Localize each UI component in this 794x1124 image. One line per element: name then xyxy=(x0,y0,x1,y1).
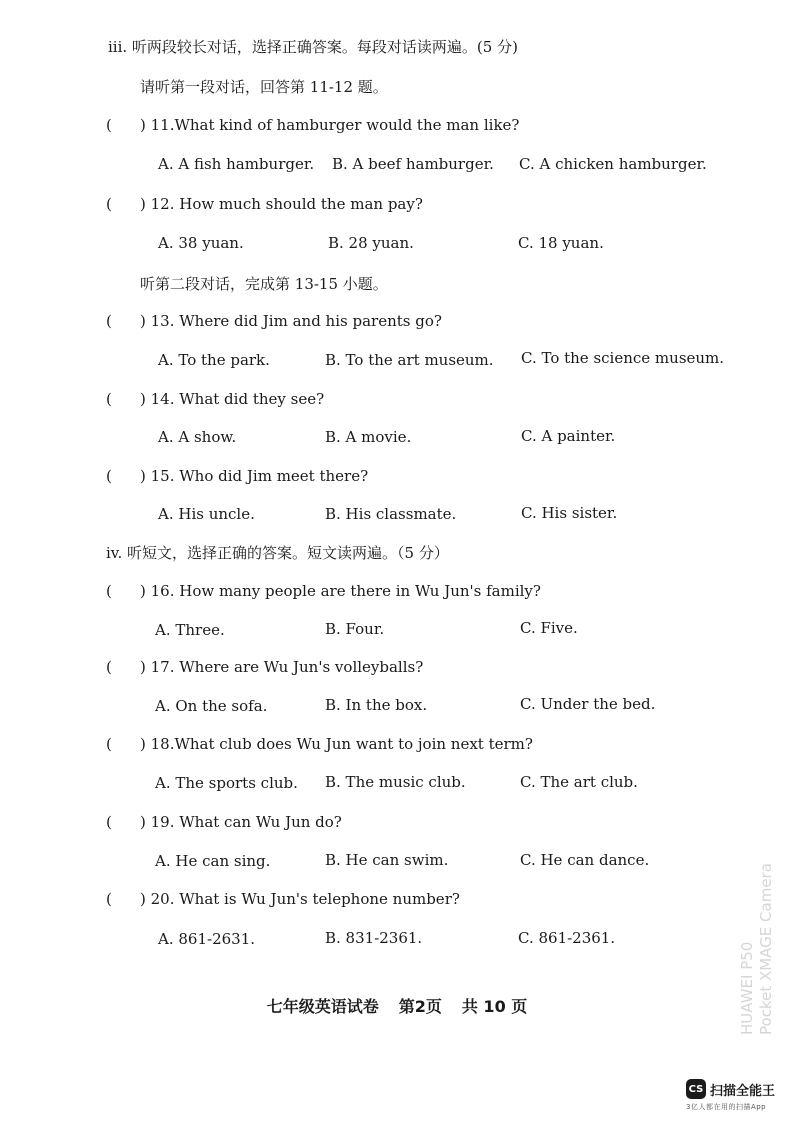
page-number: 第2页 xyxy=(398,997,442,1016)
question-text: ) 11.What kind of hamburger would the man like? xyxy=(140,116,520,134)
question-text: ) 12. How much should the man pay? xyxy=(140,195,423,213)
question-text: ) 17. Where are Wu Jun's volleyballs? xyxy=(140,658,424,676)
section-iii-part2-instruction: 听第二段对话，完成第 13-15 小题。 xyxy=(140,275,388,293)
answer-blank[interactable]: ( xyxy=(106,195,112,213)
option-b: B. A movie. xyxy=(325,428,412,446)
question-15 xyxy=(106,467,368,485)
question-20 xyxy=(106,890,460,908)
question-text: ) 14. What did they see? xyxy=(140,390,325,408)
option-b: B. A beef hamburger. xyxy=(332,155,494,173)
section-iii-part1-instruction: 请听第一段对话，回答第 11-12 题。 xyxy=(140,78,388,96)
option-c: C. Five. xyxy=(520,619,578,637)
option-b: B. To the art museum. xyxy=(325,351,494,369)
option-b: B. Four. xyxy=(325,620,385,638)
option-b: B. 28 yuan. xyxy=(328,234,414,252)
option-a: A. 861-2631. xyxy=(158,930,256,948)
question-text: ) 15. Who did Jim meet there? xyxy=(140,467,369,485)
question-text: ) 18.What club does Wu Jun want to join next term? xyxy=(140,735,533,753)
option-b: B. His classmate. xyxy=(325,505,457,523)
option-a: A. He can sing. xyxy=(155,852,271,870)
section-iii-heading: iii. 听两段较长对话，选择正确答案。每段对话读两遍。(5 分) xyxy=(108,38,518,56)
answer-blank[interactable]: ( xyxy=(106,116,112,134)
question-text: ) 19. What can Wu Jun do? xyxy=(140,813,342,831)
option-b: B. In the box. xyxy=(325,696,428,714)
answer-blank[interactable]: ( xyxy=(106,735,112,753)
page-total: 共 10 页 xyxy=(461,997,528,1016)
question-text: ) 16. How many people are there in Wu Jun's family? xyxy=(140,582,541,600)
question-14 xyxy=(106,390,324,408)
question-text: ) 20. What is Wu Jun's telephone number? xyxy=(140,890,460,908)
option-c: C. To the science museum. xyxy=(521,349,725,367)
answer-blank[interactable]: ( xyxy=(106,890,112,908)
camscanner-icon: CS xyxy=(686,1079,706,1099)
camscanner-name: 扫描全能王 xyxy=(710,1083,776,1099)
answer-blank[interactable]: ( xyxy=(106,582,112,600)
answer-blank[interactable]: ( xyxy=(106,312,112,330)
watermark-line-2: Pocket XMAGE Camera xyxy=(757,863,775,1035)
exam-title: 七年级英语试卷 xyxy=(266,997,379,1016)
option-a: A. A show. xyxy=(158,428,237,446)
option-b: B. The music club. xyxy=(325,773,466,791)
camscanner-logo xyxy=(686,1079,775,1099)
option-a: A. To the park. xyxy=(158,351,270,369)
option-a: A. Three. xyxy=(155,621,225,639)
option-c: C. Under the bed. xyxy=(520,695,656,713)
answer-blank[interactable]: ( xyxy=(106,658,112,676)
option-a: A. A fish hamburger. xyxy=(158,155,315,173)
question-17 xyxy=(106,658,423,676)
option-c: C. A chicken hamburger. xyxy=(519,155,707,173)
option-c: C. 861-2361. xyxy=(518,929,616,947)
option-a: A. 38 yuan. xyxy=(158,234,244,252)
option-a: A. The sports club. xyxy=(155,774,298,792)
option-c: C. A painter. xyxy=(521,427,616,445)
camera-watermark xyxy=(738,745,782,1035)
question-13 xyxy=(106,312,442,330)
camscanner-tagline: 3亿人都在用的扫描App xyxy=(686,1103,767,1111)
option-c: C. 18 yuan. xyxy=(518,234,604,252)
answer-blank[interactable]: ( xyxy=(106,467,112,485)
option-c: C. His sister. xyxy=(521,504,618,522)
question-text: ) 13. Where did Jim and his parents go? xyxy=(140,312,442,330)
question-12 xyxy=(106,195,423,213)
question-18 xyxy=(106,735,533,753)
question-11 xyxy=(106,116,519,134)
option-c: C. He can dance. xyxy=(520,851,650,869)
watermark-line-1: HUAWEI P50 xyxy=(738,941,756,1035)
answer-blank[interactable]: ( xyxy=(106,813,112,831)
option-c: C. The art club. xyxy=(520,773,638,791)
option-a: A. On the sofa. xyxy=(155,697,268,715)
answer-blank[interactable]: ( xyxy=(106,390,112,408)
question-16 xyxy=(106,582,541,600)
question-19 xyxy=(106,813,342,831)
option-b: B. 831-2361. xyxy=(325,929,423,947)
section-iv-heading: iv. 听短文，选择正确的答案。短文读两遍。（5 分） xyxy=(106,544,449,562)
option-a: A. His uncle. xyxy=(158,505,255,523)
page-footer xyxy=(0,994,794,1017)
option-b: B. He can swim. xyxy=(325,851,449,869)
